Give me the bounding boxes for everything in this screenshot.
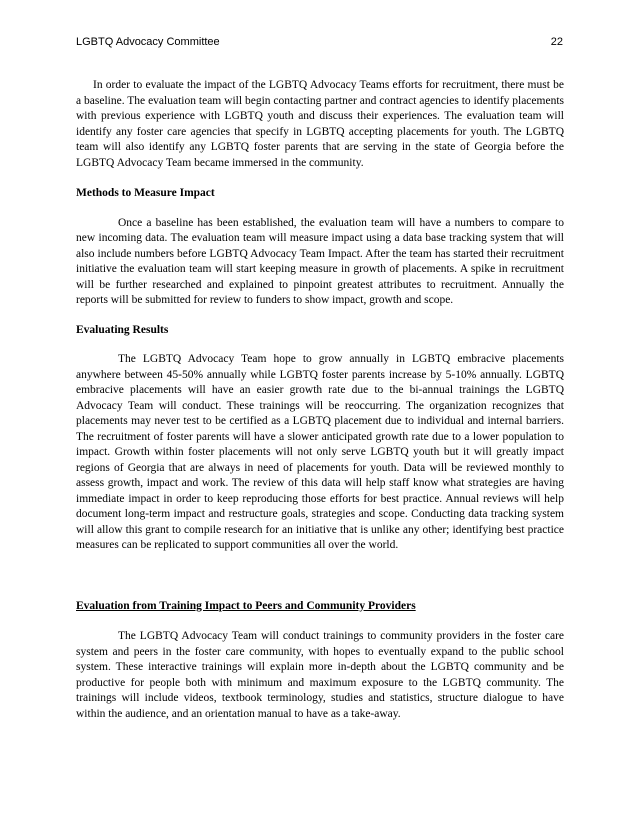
results-paragraph: [76, 352, 564, 554]
document-body: [76, 78, 564, 722]
intro-paragraph: [76, 78, 564, 171]
methods-text: Once a baseline has been established, the evaluation team will have a numbers to compare to new incoming data. The evaluation team will measure impact using a data base tracking system that will also include numbers before LGBTQ Advocacy Team Impact. After the team has started their recruitment initiative the evaluation team will start keeping measure in growth of placements. A spike in recruitment will be further researched and explained to pinpoint greatest attributes to recruitment. Annually the reports will be submitted for review to funders to show impact, growth and scope.: [76, 216, 564, 306]
training-paragraph: [76, 629, 564, 722]
heading-training: Evaluation from Training Impact to Peers and Community Providers: [76, 599, 416, 612]
page-number: 22: [550, 36, 563, 48]
methods-paragraph: [76, 216, 564, 309]
training-text: The LGBTQ Advocacy Team will conduct trainings to community providers in the foster care system and peers in the foster care community, with hopes to eventually expand to the public school system. These interactive trainings will explain more in-depth about the LGBTQ community and be productive for people both with minimum and maximum exposure to the LGBTQ community. The trainings will include videos, textbook terminology, studies and statistics, structure dialogue to have within the audience, and an orientation manual to have as a take-away.: [76, 630, 564, 720]
header-title: LGBTQ Advocacy Committee: [76, 36, 220, 48]
results-text: The LGBTQ Advocacy Team hope to grow annually in LGBTQ embracive placements anywhere between 45-50% annually while LGBTQ foster parents increase by 5-10% annually. LGBTQ embracive placements will have an easier growth rate due to the bi-annual trainings the LGBTQ Advocacy Team will conduct. These trainings will be reoccurring. The organization recognizes that placements may never test to be certified as a LGBTQ placement due to individual and internal barriers. The recruitment of foster parents will have a slower anticipated growth rate due to a lower population to impact. Growth within foster placements will not only serve LGBTQ youth but it will greatly impact regions of Georgia that are always in need of placements for youth. Data will be reviewed monthly to assess growth, impact and work. The review of this data will help staff know what strategies are having immediate impact in order to keep reproducing those efforts for best practice. Annual reviews will help document long-term impact and restructure goals, strategies and scope. Conducting data tracking system will allow this grant to compile research for an initiative that is unlike any other; identifying best practice measures can be replicated to support communities all over the world.: [76, 353, 564, 551]
page-header: [76, 36, 563, 52]
heading-methods: Methods to Measure Impact: [76, 187, 215, 199]
intro-text: In order to evaluate the impact of the LGBTQ Advocacy Teams efforts for recruitment, there must be a baseline. The evaluation team will begin contacting partner and contract agencies to identify placements with previous experience with LGBTQ youth and discuss their experiences. The evaluation team will identify any foster care agencies that specify in LGBTQ accepting placements for youth. The LGBTQ team will also identify any LGBTQ foster parents that are serving in the state of Georgia before the LGBTQ Advocacy Team became immersed in the community.: [76, 79, 564, 169]
heading-results: Evaluating Results: [76, 323, 169, 336]
